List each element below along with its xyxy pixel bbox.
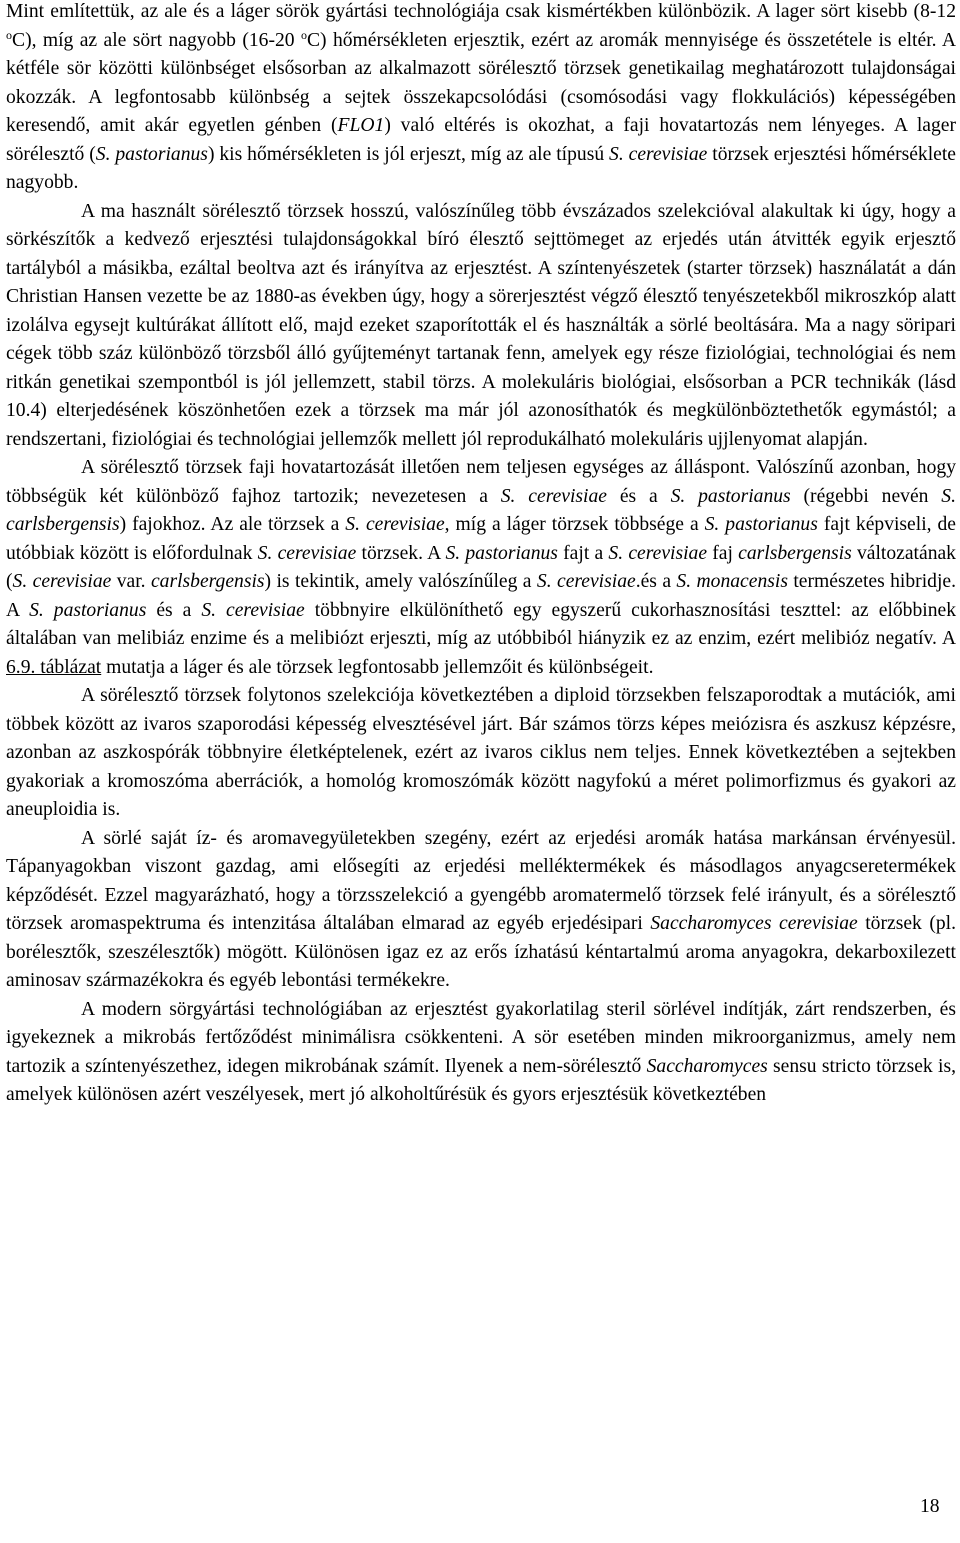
text-run: , míg a láger törzsek többsége a <box>444 514 705 535</box>
text-run: A sörélesztő törzsek faji hovatartozását illetően nem teljesen egységes az álláspont. Valószínű azonban, hogy többségük két különböző fajhoz tartozik; nevezetesen a <box>6 457 956 507</box>
text-run: ) is tekintik, amely valószínűleg a <box>264 571 537 592</box>
italic-term: S. cerevisiae <box>536 571 636 592</box>
text-run: természetes hibridje. A <box>6 571 956 621</box>
italic-term: S. cerevisiae <box>257 542 357 564</box>
text-run: faj <box>707 542 739 564</box>
italic-term: S. carlsbergensis <box>6 485 956 535</box>
text-run: és a <box>607 485 671 507</box>
text-run: A sörélesztő törzsek folytonos szelekciója következtében a diploid törzsekben felszaporodtak a mutációk, ami többek között az ivaros szaporodási képesség elvesztésével járt. Bár számos törzs képes meiózisra és aszkusz képzésre, azonban az aszkospórák többnyire életképtelenek, ezért az ivaros ciklus nem teljes. Ennek következtében a sejtekben gyakoriak a kromoszóma aberrációk, a homológ kromoszómák között nagyfokú a méret polimorfizmus és gyakori az aneuploidia is. <box>6 685 956 820</box>
italic-term: S. pastorianus <box>704 514 818 535</box>
text-run: ) fajokhoz. Az ale törzsek a <box>119 514 346 535</box>
text-run: törzsek. A <box>356 542 446 564</box>
text-run: fajt képviseli, de utóbbiak között is előfordulnak <box>6 514 957 564</box>
text-run: C) hőmérsékleten erjesztik, ezért az aromák mennyisége és összetétele is eltér. A kétféle sör közötti különbséget elsősorban az alkalmazott sörélesztő törzsek genetikailag meghatározott tulajdonságai okozzák. A legfontosabb különbség a sejtek összekapcsolódási (csomósodási vagy flokkulációs) képességében keresendő, amit akár egyetlen génben ( <box>6 29 956 136</box>
text-run: fajt a <box>557 542 609 564</box>
paragraph-2 <box>6 198 956 455</box>
text-run: A ma használt sörélesztő törzsek hosszú, valószínűleg több évszázados szelekcióval alakultak ki úgy, hogy a sörkészítők a kedvező erjesztési tulajdonságokkal bíró élesztő sejttömeget az erjedés után átvitték egyik erjesztő tartályból a másikba, ezáltal beoltva azt és irányítva az erjesztést. A színtenyészetek (starter törzsek) használatát a dán Christian Hansen vezette be az 1880-as években úgy, hogy a sörerjesztést végző élesztő tenyészetekből mikroszkóp alatt izolálva egysejt kultúrákat állított elő, majd ezeket szaporították el és használták a sörlé beoltására. Ma a nagy söripari cégek több száz különböző törzsből álló gyűjteményt tartanak fenn, amelyek egy része fiziológiai, technológiai és nem ritkán genetikai szempontból is jól jellemzett, stabil törzs. A molekuláris biológiai, elsősorban a PCR technikák (lásd 10.4) elterjedésének köszönhetően ezek a törzsek ma már jól azonosíthatók és megkülönböztethetők egymástól; a rendszertani, fiziológiai és technológiai jellemzők mellett jól reprodukálható molekuláris ujjlenyomat alapján. <box>6 200 956 450</box>
text-run: A sörlé saját íz- és aromavegyületekben szegény, ezért az erjedési aromák hatása markánsan érvényesül. Tápanyagokban viszont gazdag, ami elősegíti az erjedési melléktermékek és másodlagos anyagcseretermékek képződését. Ezzel magyarázható, hogy a törzsszelekció a gyengébb aromatermelő törzsek felé irányult, és a sörélesztő törzsek aromaspektruma és intenzitása általában elmarad az egyéb erjedésipari <box>6 827 956 934</box>
text-run: (régebbi nevén <box>790 485 942 507</box>
paragraph-1 <box>6 0 956 198</box>
table-reference-link[interactable]: 6.9. táblázat <box>6 656 102 678</box>
text-run: mutatja a láger és ale törzsek legfontosabb jellemzőit és különbségeit. <box>101 656 654 678</box>
paragraph-6 <box>6 996 956 1110</box>
text-run: ) való eltérés is okozhat, a faji hovatartozás nem lényeges. A lager sörélesztő ( <box>6 115 956 165</box>
italic-term: Saccharomyces cerevisiae <box>650 913 858 934</box>
text-run: A modern sörgyártási technológiában az erjesztést gyakorlatilag steril sörlével indítják, zárt rendszerben, és igyekeznek a mikrobás fertőződést minimálisra csökkenteni. A sör esetében minden mikroorganizmus, amely nem tartozik a színtenyészethez, idegen mikrobának számít. Ilyenek a nem-sörélesztő <box>6 998 956 1077</box>
page-number: 18 <box>920 1496 940 1517</box>
text-run: és a <box>146 599 202 621</box>
paragraph-4 <box>6 682 956 825</box>
text-run: törzsek (pl. borélesztők, szeszélesztők) mögött. Különösen igaz ez az erős ízhatású kéntartalmú aroma anyagokra, dekarboxilezett aminosav származékokra és egyéb lebontási termékekre. <box>6 913 956 991</box>
text-run: változatának ( <box>6 542 956 592</box>
body-text <box>6 0 956 1110</box>
italic-term: S. monacensis <box>676 571 788 592</box>
italic-term: S. pastorianus <box>670 485 791 507</box>
italic-term: carlsbergensis <box>738 542 852 564</box>
italic-term: S. pastorianus <box>95 143 208 165</box>
italic-term: S. pastorianus <box>29 599 147 621</box>
italic-term: carlsbergensis <box>150 571 265 592</box>
paragraph-3 <box>6 454 956 682</box>
degree-superscript: o <box>6 27 12 42</box>
italic-term: FLO1 <box>337 115 385 136</box>
text-run: C), míg az ale sört nagyobb (16-20 <box>12 29 301 51</box>
text-run: ) kis hőmérsékleten is jól erjeszt, míg az ale típusú <box>207 143 610 165</box>
text-run: Mint említettük, az ale és a láger sörök gyártási technológiája csak kismértékben különbözik. A lager sört kisebb (8-12 <box>6 1 956 22</box>
italic-term: S. cerevisiae <box>12 571 112 592</box>
paragraph-5 <box>6 825 956 996</box>
text-run: .és a <box>635 571 677 592</box>
italic-term: S. cerevisiae <box>608 542 708 564</box>
text-run: többnyire elkülöníthető egy egyszerű cukorhasznosítási teszttel: az előbbinek általában van melibiáz enzime és a melibiózt erjeszti, míg az utóbbiból hiányzik ez az enzim, ezért melibióz negatív. A <box>6 599 957 649</box>
italic-term: S. cerevisiae <box>609 143 708 165</box>
text-run: törzsek erjesztési hőmérséklete nagyobb. <box>6 143 956 193</box>
italic-term: S. cerevisiae <box>201 599 305 621</box>
italic-term: S. pastorianus <box>445 542 558 564</box>
italic-term: S. cerevisiae <box>345 514 445 535</box>
text-run: sensu stricto törzsek is, amelyek különösen azért veszélyesek, mert jó alkoholtűrésük és gyors erjesztésük következtében <box>6 1055 956 1105</box>
text-run: var. <box>111 571 151 592</box>
italic-term: Saccharomyces <box>646 1055 768 1077</box>
italic-term: S. cerevisiae <box>500 485 607 507</box>
degree-superscript: o <box>300 27 307 42</box>
